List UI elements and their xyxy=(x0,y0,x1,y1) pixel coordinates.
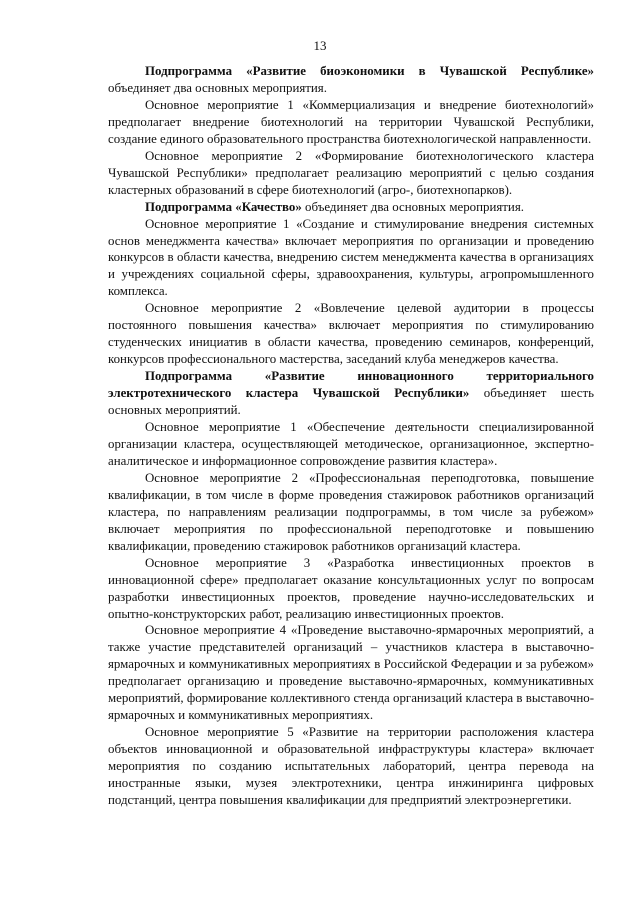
paragraph-text: Основное мероприятие 1 «Коммерциализация и внедрение биотехнологий» предполагает внедрение биотехнологий на территории Чувашской Республики, создание единого образовательного пространства биотехнологической направленности. xyxy=(108,97,594,146)
paragraph-text: Основное мероприятие 5 «Развитие на территории расположения кластера объектов инновационной и образовательной инфраструктуры кластера» включает мероприятия по созданию испытательных лабораторий, центра перевода на иностранные языки, музея электротехники, центра инжиниринга цифровых подстанций, центра повышения квалификации для предприятий электроэнергетики. xyxy=(108,725,594,807)
paragraph-bold-lead: Подпрограмма «Качество» xyxy=(145,199,302,214)
paragraph-text: Основное мероприятие 1 «Обеспечение деятельности специализированной организации кластера, осуществляющей методическое, организационное, экспертно-аналитическое и информационное сопровождение развития кластера». xyxy=(108,420,594,468)
paragraph-measure xyxy=(108,148,594,199)
paragraph-measure xyxy=(108,97,594,148)
paragraph-measure xyxy=(108,216,594,301)
paragraph-text: Основное мероприятие 2 «Вовлечение целевой аудитории в процессы постоянного повышения качества» включает мероприятия по стимулированию студенческих инициатив в области качества, проведению семинаров, конференций, конкурсов профессионального мастерства, заседаний клуба менеджеров качества. xyxy=(108,301,594,367)
paragraph-text: Основное мероприятие 1 «Создание и стимулирование внедрения системных основ менеджмента качества» включает мероприятия по организации и проведению конкурсов в области качества, внедрению систем менеджмента качества в организациях и учреждениях социальной сферы, здравоохранения, культуры, агропромышленного комплекса. xyxy=(108,216,594,299)
paragraph-text: объединяет два основных мероприятия. xyxy=(108,80,327,95)
document-body xyxy=(108,63,594,809)
paragraph-text: Основное мероприятие 2 «Формирование биотехнологического кластера Чувашской Республики» предполагает реализацию мероприятий с целью создания кластерных образований в сфере биотехнологий (агро-, биотехнопарков). xyxy=(108,148,594,197)
paragraph-text: объединяет два основных мероприятия. xyxy=(301,199,524,214)
page-number: 13 xyxy=(313,38,327,53)
paragraph-measure xyxy=(108,622,594,724)
paragraph-measure xyxy=(108,300,594,368)
paragraph-measure xyxy=(108,555,594,623)
paragraph-text: Основное мероприятие 4 «Проведение выставочно-ярмарочных мероприятий, а также участие представителей организаций – участников кластера в выставочно-ярмарочных и коммуникативных мероприятиях в Российской Федерации и за рубежом» предполагает организацию и проведение выставочно-ярмарочных, коммуникативных мероприятий, формирование коллективного стенда организаций кластера в выставочно-ярмарочных и коммуникативных мероприятиях. xyxy=(108,623,594,723)
paragraph-subprogram-quality xyxy=(108,199,594,216)
paragraph-text: Основное мероприятие 3 «Разработка инвестиционных проектов в инновационной сфере» предполагает оказание консультационных услуг по вопросам разработки инвестиционных проектов, проведение научно-исследовательских и опытно-конструкторских работ, реализацию инвестиционных проектов. xyxy=(108,555,594,621)
paragraph-subprogram-cluster xyxy=(108,368,594,419)
paragraph-measure xyxy=(108,470,594,555)
paragraph-bold-lead: Подпрограмма «Развитие инновационного территориального электротехнического кластера Чувашской Республики» xyxy=(108,369,594,401)
paragraph-measure xyxy=(108,724,594,809)
paragraph-text: объединяет шесть основных мероприятий. xyxy=(108,386,594,418)
paragraph-bold-lead: Подпрограмма «Развитие биоэкономики в Чувашской Республике» xyxy=(145,64,594,78)
paragraph-text: Основное мероприятие 2 «Профессиональная переподготовка, повышение квалификации, в том числе в форме проведения стажировок работников организаций кластера, по направлениям реализации подпрограммы, в том числе за рубежом» включает мероприятия по профессиональной переподготовке и повышению квалификации, проведению стажировок работников организаций кластера. xyxy=(108,470,594,553)
paragraph-subprogram-bioeconomy xyxy=(108,63,594,97)
paragraph-measure xyxy=(108,419,594,470)
